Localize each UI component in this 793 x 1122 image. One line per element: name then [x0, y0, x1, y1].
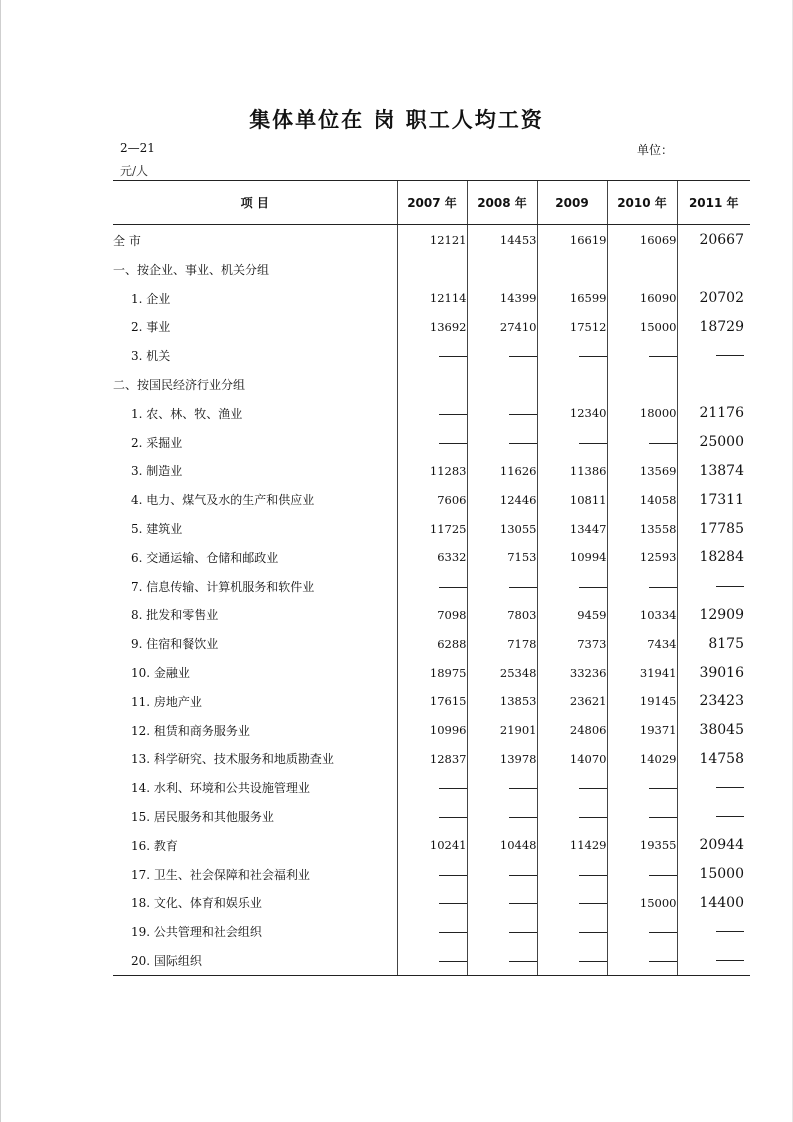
table-cell: 14399	[467, 284, 537, 313]
row-label: 11. 房地产业	[131, 694, 202, 709]
row-label: 1. 农、林、牧、渔业	[131, 406, 243, 421]
table-row	[113, 225, 750, 256]
row-label: 17. 卫生、社会保障和社会福利业	[131, 867, 310, 882]
table-body	[113, 225, 750, 976]
dash-rule	[716, 960, 744, 961]
dash-rule	[509, 932, 537, 933]
no-data-dash	[607, 773, 677, 802]
table-row	[113, 341, 750, 370]
table-cell: 21176	[677, 399, 750, 428]
no-data-dash	[397, 341, 467, 370]
table-cell: 14453	[467, 225, 537, 256]
table-row	[113, 889, 750, 918]
table-cell: 38045	[677, 716, 750, 745]
dash-rule	[649, 587, 677, 588]
dash-rule	[439, 587, 467, 588]
dash-rule	[439, 443, 467, 444]
table-cell: 18729	[677, 313, 750, 342]
dash-rule	[716, 355, 744, 356]
table-cell: 19371	[607, 716, 677, 745]
dash-rule	[579, 587, 607, 588]
table-cell: 18975	[397, 658, 467, 687]
no-data-dash	[537, 341, 607, 370]
no-data-dash	[467, 399, 537, 428]
row-label: 7. 信息传输、计算机服务和软件业	[131, 579, 315, 594]
dash-rule	[439, 961, 467, 962]
row-label: 6. 交通运输、仓储和邮政业	[131, 550, 279, 565]
table-cell: 9459	[537, 601, 607, 630]
table-cell: 14400	[677, 889, 750, 918]
no-data-dash	[467, 917, 537, 946]
dash-rule	[579, 961, 607, 962]
table-cell: 16619	[537, 225, 607, 256]
table-row	[113, 860, 750, 889]
no-data-dash	[607, 572, 677, 601]
no-data-dash	[537, 572, 607, 601]
no-data-dash	[607, 428, 677, 457]
row-label: 15. 居民服务和其他服务业	[131, 810, 274, 825]
table-cell: 14058	[607, 485, 677, 514]
dash-rule	[649, 788, 677, 789]
table-row	[113, 399, 750, 428]
table-cell: 13055	[467, 514, 537, 543]
dash-rule	[509, 587, 537, 588]
table-cell: 12114	[397, 284, 467, 313]
dash-rule	[509, 788, 537, 789]
row-label: 1. 企业	[131, 291, 171, 306]
table-cell: 14070	[537, 745, 607, 774]
row-label: 2. 事业	[131, 320, 171, 335]
dash-rule	[509, 356, 537, 357]
dash-rule	[716, 931, 744, 932]
table-cell: 23621	[537, 687, 607, 716]
table-cell	[397, 255, 467, 284]
table-cell: 13978	[467, 745, 537, 774]
table-cell	[677, 255, 750, 284]
table-cell: 23423	[677, 687, 750, 716]
dash-rule	[716, 586, 744, 587]
table-row	[113, 255, 750, 284]
table-cell: 16069	[607, 225, 677, 256]
table-cell: 12340	[537, 399, 607, 428]
table-row	[113, 745, 750, 774]
unit-label: 单位：	[637, 143, 674, 157]
table-cell: 19355	[607, 831, 677, 860]
dash-rule	[579, 788, 607, 789]
no-data-dash	[677, 946, 750, 975]
no-data-dash	[607, 917, 677, 946]
table-cell: 17785	[677, 514, 750, 543]
page-title: 集体单位在 岗 职工人均工资	[249, 108, 544, 132]
table-cell: 10448	[467, 831, 537, 860]
row-label: 14. 水利、环境和公共设施管理业	[131, 781, 310, 796]
no-data-dash	[397, 399, 467, 428]
table-row	[113, 543, 750, 572]
no-data-dash	[537, 773, 607, 802]
no-data-dash	[677, 802, 750, 831]
table-cell: 14029	[607, 745, 677, 774]
table-row	[113, 658, 750, 687]
no-data-dash	[397, 946, 467, 975]
dash-rule	[649, 961, 677, 962]
table-cell: 11626	[467, 457, 537, 486]
dash-rule	[716, 787, 744, 788]
row-label: 20. 国际组织	[113, 946, 397, 975]
table-cell: 25348	[467, 658, 537, 687]
no-data-dash	[467, 773, 537, 802]
table-row	[113, 428, 750, 457]
table-cell: 15000	[677, 860, 750, 889]
table-cell: 11386	[537, 457, 607, 486]
table-cell: 24806	[537, 716, 607, 745]
dash-rule	[579, 903, 607, 904]
wage-table	[113, 180, 750, 976]
table-cell: 11725	[397, 514, 467, 543]
table-code: 2—21	[120, 141, 155, 155]
table-cell: 13569	[607, 457, 677, 486]
row-label: 一、按企业、事业、机关分组	[113, 262, 270, 277]
table-cell	[537, 255, 607, 284]
table-cell: 7098	[397, 601, 467, 630]
table-cell: 18000	[607, 399, 677, 428]
table-cell: 20944	[677, 831, 750, 860]
table-cell: 19145	[607, 687, 677, 716]
table-cell: 17311	[677, 485, 750, 514]
no-data-dash	[467, 860, 537, 889]
table-cell: 33236	[537, 658, 607, 687]
no-data-dash	[677, 341, 750, 370]
table-cell: 10241	[397, 831, 467, 860]
dash-rule	[439, 903, 467, 904]
dash-rule	[439, 414, 467, 415]
table-cell: 18284	[677, 543, 750, 572]
no-data-dash	[397, 917, 467, 946]
table-cell: 13447	[537, 514, 607, 543]
no-data-dash	[467, 428, 537, 457]
dash-rule	[439, 875, 467, 876]
table-cell: 8175	[677, 629, 750, 658]
table-cell: 12837	[397, 745, 467, 774]
table-cell: 17615	[397, 687, 467, 716]
row-label: 3. 机关	[131, 349, 171, 364]
table-cell: 13853	[467, 687, 537, 716]
dash-rule	[649, 875, 677, 876]
row-label: 18. 文化、体育和娱乐业	[131, 896, 262, 911]
table-cell: 12593	[607, 543, 677, 572]
no-data-dash	[397, 428, 467, 457]
table-row	[113, 485, 750, 514]
table-row	[113, 917, 750, 946]
row-label: 4. 电力、煤气及水的生产和供应业	[131, 493, 315, 508]
row-label: 二、按国民经济行业分组	[113, 378, 246, 393]
row-label: 2. 采掘业	[131, 435, 183, 450]
dash-rule	[509, 817, 537, 818]
no-data-dash	[397, 572, 467, 601]
dash-rule	[439, 788, 467, 789]
row-label: 12. 租赁和商务服务业	[131, 723, 250, 738]
row-label: 9. 住宿和餐饮业	[131, 637, 219, 652]
no-data-dash	[467, 802, 537, 831]
table-cell: 7178	[467, 629, 537, 658]
dash-rule	[649, 356, 677, 357]
no-data-dash	[467, 341, 537, 370]
table-row	[113, 284, 750, 313]
dash-rule	[649, 817, 677, 818]
no-data-dash	[397, 773, 467, 802]
table-row	[113, 572, 750, 601]
table-row	[113, 773, 750, 802]
no-data-dash	[397, 860, 467, 889]
no-data-dash	[607, 860, 677, 889]
row-label: 16. 教育	[131, 838, 178, 853]
table-cell: 13874	[677, 457, 750, 486]
table-cell: 13558	[607, 514, 677, 543]
table-row	[113, 629, 750, 658]
no-data-dash	[537, 917, 607, 946]
dash-rule	[579, 817, 607, 818]
dash-rule	[509, 414, 537, 415]
row-label: 13. 科学研究、技术服务和地质勘查业	[131, 752, 334, 767]
table-cell: 20702	[677, 284, 750, 313]
header-2008: 2008 年	[467, 181, 537, 225]
no-data-dash	[397, 889, 467, 918]
row-label: 全 市	[113, 233, 141, 248]
table-cell: 39016	[677, 658, 750, 687]
dash-rule	[579, 932, 607, 933]
dash-rule	[439, 356, 467, 357]
dash-rule	[579, 443, 607, 444]
table-row	[113, 601, 750, 630]
no-data-dash	[467, 572, 537, 601]
table-cell: 10996	[397, 716, 467, 745]
no-data-dash	[467, 946, 537, 975]
dash-rule	[716, 816, 744, 817]
table-row	[113, 687, 750, 716]
table-row	[113, 370, 750, 399]
table-row	[113, 802, 750, 831]
no-data-dash	[537, 802, 607, 831]
table-cell: 10811	[537, 485, 607, 514]
table-cell: 12121	[397, 225, 467, 256]
no-data-dash	[607, 802, 677, 831]
table-cell	[607, 255, 677, 284]
table-cell: 10994	[537, 543, 607, 572]
dash-rule	[579, 356, 607, 357]
header-2007: 2007 年	[397, 181, 467, 225]
dash-rule	[509, 875, 537, 876]
no-data-dash	[607, 341, 677, 370]
table-cell: 15000	[607, 313, 677, 342]
dash-rule	[439, 817, 467, 818]
dash-rule	[439, 932, 467, 933]
table-cell: 16599	[537, 284, 607, 313]
page-edge	[0, 0, 1, 1122]
table-row	[113, 313, 750, 342]
table-cell: 7606	[397, 485, 467, 514]
table-cell	[467, 370, 537, 399]
table-cell: 6332	[397, 543, 467, 572]
table-cell: 16090	[607, 284, 677, 313]
table-cell: 7153	[467, 543, 537, 572]
table-cell: 11429	[537, 831, 607, 860]
table-cell: 27410	[467, 313, 537, 342]
table-cell: 7803	[467, 601, 537, 630]
table-cell: 13692	[397, 313, 467, 342]
table-row	[113, 716, 750, 745]
table-header-row	[113, 181, 750, 225]
table-cell: 12446	[467, 485, 537, 514]
unit-value: 元/人	[120, 164, 149, 178]
no-data-dash	[607, 946, 677, 975]
no-data-dash	[537, 428, 607, 457]
table-cell	[677, 370, 750, 399]
table-row	[113, 457, 750, 486]
no-data-dash	[397, 802, 467, 831]
table-row	[113, 514, 750, 543]
table-cell	[607, 370, 677, 399]
dash-rule	[509, 961, 537, 962]
no-data-dash	[677, 773, 750, 802]
row-label: 19. 公共管理和社会组织	[131, 925, 262, 940]
table-cell: 11283	[397, 457, 467, 486]
table-cell: 25000	[677, 428, 750, 457]
table-row	[113, 946, 750, 975]
no-data-dash	[537, 889, 607, 918]
row-label: 10. 金融业	[131, 666, 190, 681]
table-cell	[537, 370, 607, 399]
table-cell: 10334	[607, 601, 677, 630]
dash-rule	[509, 903, 537, 904]
table-cell: 31941	[607, 658, 677, 687]
table-cell: 21901	[467, 716, 537, 745]
table-cell: 17512	[537, 313, 607, 342]
table-cell: 20667	[677, 225, 750, 256]
row-label: 5. 建筑业	[131, 522, 183, 537]
table-row	[113, 831, 750, 860]
dash-rule	[509, 443, 537, 444]
table-cell: 7434	[607, 629, 677, 658]
row-label: 8. 批发和零售业	[131, 608, 219, 623]
header-item: 项 目	[113, 181, 397, 225]
no-data-dash	[467, 889, 537, 918]
no-data-dash	[677, 917, 750, 946]
table-cell	[397, 370, 467, 399]
header-2009: 2009	[537, 181, 607, 225]
row-label: 3. 制造业	[131, 464, 183, 479]
table-cell: 6288	[397, 629, 467, 658]
dash-rule	[649, 932, 677, 933]
table-cell: 15000	[607, 889, 677, 918]
header-2010: 2010 年	[607, 181, 677, 225]
table-cell: 12909	[677, 601, 750, 630]
no-data-dash	[537, 860, 607, 889]
no-data-dash	[677, 572, 750, 601]
table-cell: 7373	[537, 629, 607, 658]
table-cell: 14758	[677, 745, 750, 774]
header-2011: 2011 年	[677, 181, 750, 225]
table-cell	[467, 255, 537, 284]
dash-rule	[579, 875, 607, 876]
no-data-dash	[537, 946, 607, 975]
dash-rule	[649, 443, 677, 444]
